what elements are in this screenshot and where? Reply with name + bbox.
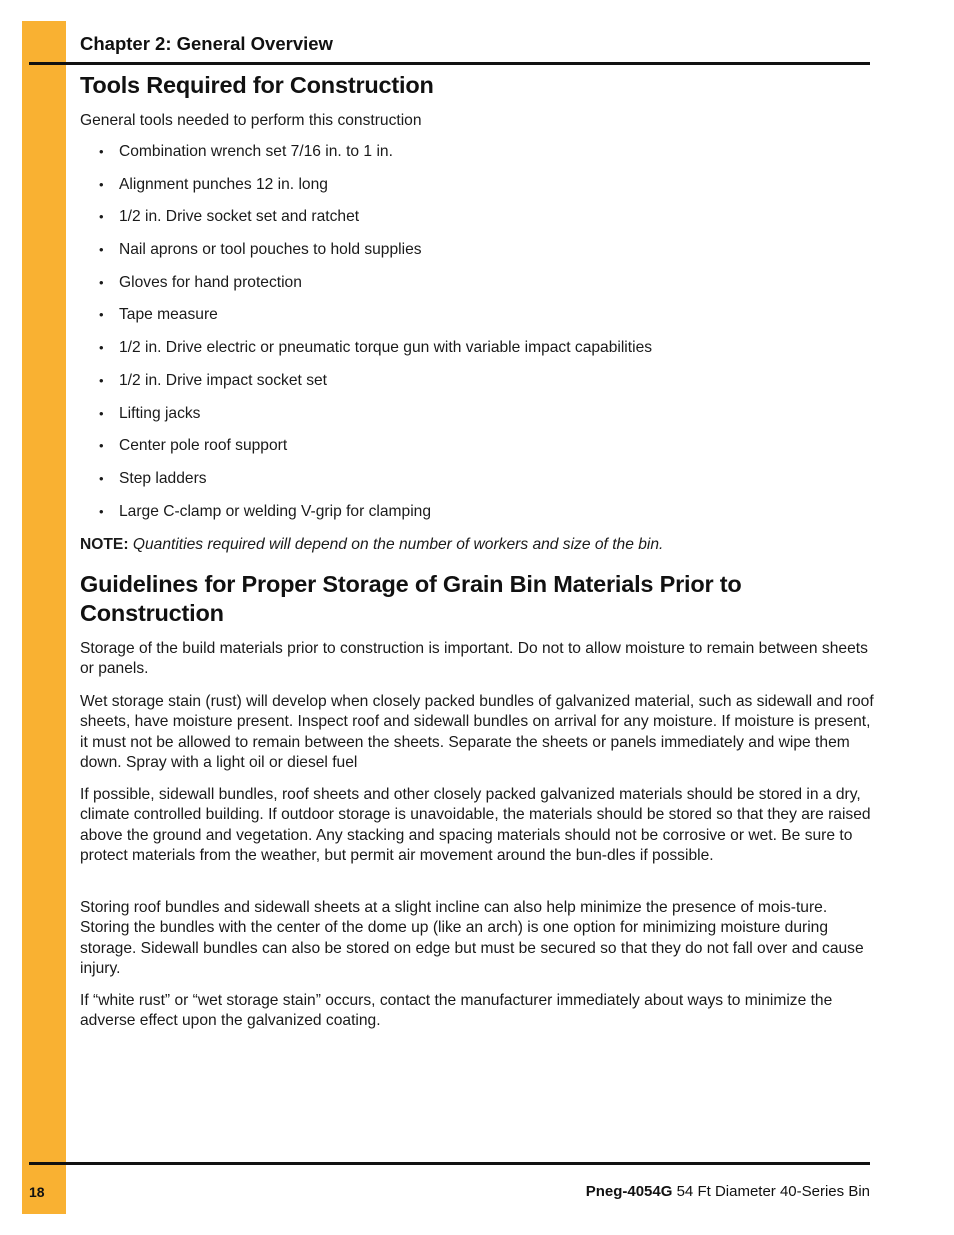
footer-doc-title [586,1183,870,1200]
note-paragraph [80,535,880,555]
doc-title: 54 Ft Diameter 40-Series Bin [672,1183,870,1200]
section-title-tools: Tools Required for Construction [80,72,434,98]
accent-side-bar [22,21,66,1214]
section-title-storage-line2: Construction [80,600,224,626]
list-item-text: Nail aprons or tool pouches to hold supplies [119,241,422,259]
chapter-title: Chapter 2: General Overview [80,33,333,54]
doc-code: Pneg-4054G [585,1183,673,1200]
bullet-icon: • [99,307,104,323]
bullet-icon: • [99,340,104,356]
list-item-text: Combination wrench set 7/16 in. to 1 in. [119,143,393,160]
tools-intro: General tools needed to perform this construction [80,112,422,129]
list-item-text: Center pole roof support [119,437,288,455]
list-item-text: Gloves for hand protection [119,273,302,291]
list-item-text: 1/2 in. Drive impact socket set [119,371,327,389]
footer-rule [29,1162,870,1165]
storage-paragraph: If possible, sidewall bundles, roof sheets and other closely packed galvanized materials should be stored in a dry, climate controlled building. If outdoor storage is unavoidable, the materials should be stored so that they are raised above the ground and vegetation. Any stacking and spacing materials should not be corrosive or wet. Be sure to protect materials from the weather, but permit air movement around the bun-dles if possible. [80,786,871,864]
header-rule [29,62,870,65]
bullet-icon: • [99,438,104,454]
bullet-icon: • [99,405,104,421]
page-number: 18 [29,1184,45,1200]
bullet-icon: • [99,144,104,159]
bullet-icon: • [99,242,104,258]
note-label: NOTE: [80,536,129,553]
list-item-text: 1/2 in. Drive socket set and ratchet [119,208,360,226]
bullet-icon: • [99,503,104,519]
section-title-storage-line1: Guidelines for Proper Storage of Grain Bin Materials Prior to [80,571,742,597]
bullet-icon: • [99,470,104,486]
storage-paragraph: If “white rust” or “wet storage stain” occurs, contact the manufacturer immediately about ways to minimize the adverse effect upon the galvanized coating. [80,992,833,1030]
list-item-text: Tape measure [119,306,218,324]
note-text: Quantities required will depend on the number of workers and size of the bin. [132,536,664,553]
list-item-text: Alignment punches 12 in. long [119,175,328,193]
bullet-icon: • [99,209,104,225]
storage-paragraph: Wet storage stain (rust) will develop when closely packed bundles of galvanized material, such as sidewall and roof sheets, have moisture present. Inspect roof and sidewall bundles on arrival for any moisture. If moisture is present, it must not be allowed to remain between the sheets. Separate the sheets or panels immediately and wipe them down. Spray with a light oil or diesel fuel [80,693,874,771]
list-item-text: Step ladders [119,469,207,487]
bullet-icon: • [99,274,104,290]
bullet-icon: • [99,372,104,388]
section-title-storage [80,570,742,628]
list-item-text: Lifting jacks [119,404,201,422]
list-item-text: 1/2 in. Drive electric or pneumatic torque gun with variable impact capabilities [119,339,653,357]
list-item-text: Large C-clamp or welding V-grip for clamping [119,502,432,520]
storage-paragraph: Storing roof bundles and sidewall sheets at a slight incline can also help minimize the presence of mois-ture. Storing the bundles with the center of the dome up (like an arch) is one option for minimizing moisture during storage. Sidewall bundles can also be stored on edge but must be secured so that they do not fall over and cause injury. [80,899,864,977]
bullet-icon: • [99,176,104,192]
storage-paragraph: Storage of the build materials prior to construction is important. Do not to allow moisture to remain between sheets or panels. [80,640,868,678]
